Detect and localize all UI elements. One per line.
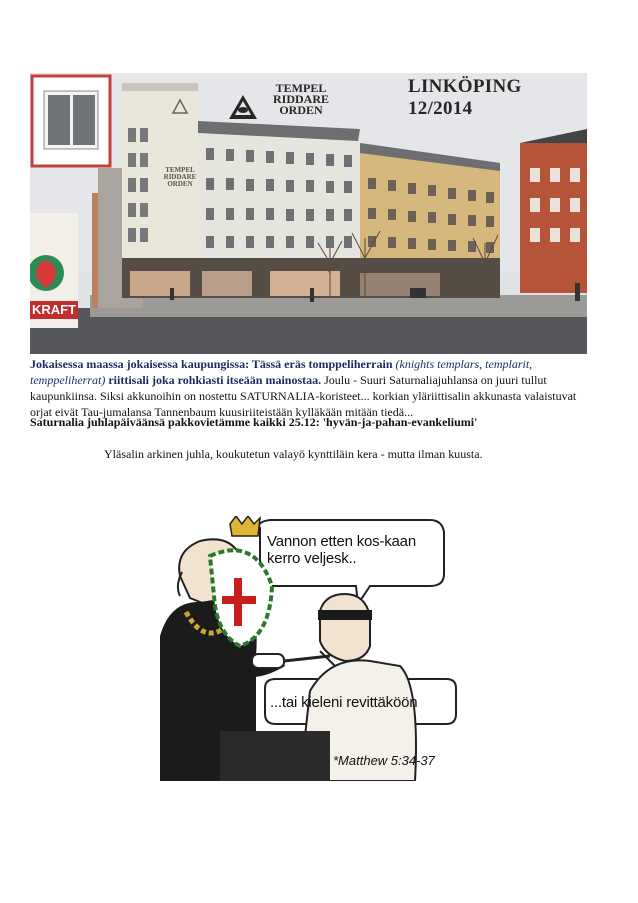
facade-sign (158, 167, 202, 188)
facade-sign-line: ORDEN (167, 180, 193, 188)
templar-building-photo (30, 73, 587, 354)
facade-sign-line: TEMPEL (165, 166, 195, 174)
intro-lead: Jokaisessa maassa jokaisessa kaupungissa: Tässä eräs tomppeliherrain (30, 357, 396, 371)
intro-body: Joulu - Suuri Saturnaliajuhlansa on juuri tullut kaupunkiinsa. Siksi akkunoihin on nostettu SATURNALIA-koristeet... korkian yläriittisalin akkunasta valaistuvat orjat eivät Tau-jumalansa Tannenbaum kuusiriiteistään kylläkään mitään tiedä... (30, 373, 577, 419)
intro-italic: (knights templars, templarit, temppeliherrat) (30, 357, 533, 387)
threat-bubble-text: ...tai kieleni revittäköön (270, 694, 418, 711)
ceremony-line: Yläsalin arkinen juhla, koukutetun valayö kynttiläin kera - mutta ilman kuusta. (104, 447, 483, 461)
oath-cartoon (160, 516, 458, 781)
bible-reference: *Matthew 5:34-37 (333, 753, 435, 768)
facade-sign-line: RIDDARE (163, 173, 197, 181)
logo-line: TEMPEL (275, 81, 327, 95)
intro-lead-2: riittisali joka rohkiasti itseään mainostaa. (105, 373, 322, 387)
oath-bubble-text: Vannon etten kos-kaan kerro veljesk.. (267, 533, 416, 567)
logo-text (262, 83, 340, 116)
banner-text: KRAFT (32, 302, 77, 317)
photo-header-title: LINKÖPING 12/2014 (408, 76, 522, 119)
intro-paragraph (30, 356, 600, 420)
logo-line: RIDDARE (272, 92, 329, 106)
logo-line: ORDEN (279, 103, 323, 117)
saturnalia-heading: Saturnalia juhlapäiväänsä pakkovietämme kaikki 25.12: 'hyvän-ja-pahan-evankeliumi' (30, 415, 478, 429)
